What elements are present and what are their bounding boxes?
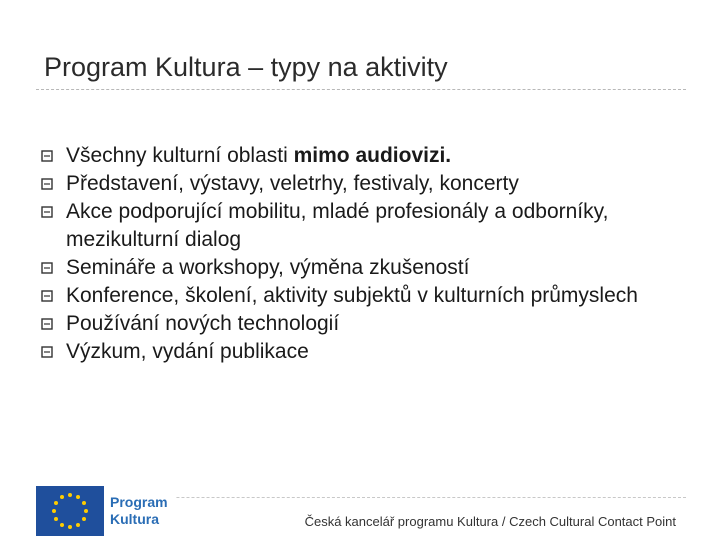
title-divider xyxy=(36,89,686,90)
slide-title: Program Kultura – typy na aktivity xyxy=(44,52,448,82)
list-item xyxy=(40,142,700,170)
bullet-text: Všechny kulturní oblasti xyxy=(66,144,294,167)
bullet-text: Výzkum, vydání publikace xyxy=(66,340,309,363)
logo-line-program: Program xyxy=(110,494,168,510)
square-bullet-icon xyxy=(40,205,54,219)
square-bullet-icon xyxy=(40,177,54,191)
square-bullet-icon xyxy=(40,289,54,303)
list-item xyxy=(40,254,700,282)
list-item xyxy=(40,338,700,366)
list-item xyxy=(40,170,700,198)
logo-text xyxy=(110,494,168,528)
bullet-text: Používání nových technologií xyxy=(66,312,340,335)
list-item xyxy=(40,310,700,338)
logo-line-kultura: Kultura xyxy=(110,511,159,527)
bullet-text: Představení, výstavy, veletrhy, festivaly, koncerty xyxy=(66,172,519,195)
bullet-text: Semináře a workshopy, výměna zkušeností xyxy=(66,256,470,279)
footer-credit: Česká kancelář programu Kultura / Czech Cultural Contact Point xyxy=(304,514,676,529)
program-kultura-logo xyxy=(36,485,176,537)
eu-flag-icon xyxy=(36,486,104,536)
square-bullet-icon xyxy=(40,261,54,275)
eu-stars-icon xyxy=(36,486,104,536)
bullet-bold-text: mimo audiovizi. xyxy=(293,144,452,167)
square-bullet-icon xyxy=(40,317,54,331)
square-bullet-icon xyxy=(40,149,54,163)
list-item xyxy=(40,282,700,310)
bullet-list xyxy=(40,142,700,366)
list-item xyxy=(40,198,700,254)
square-bullet-icon xyxy=(40,345,54,359)
bullet-text: Akce podporující mobilitu, mladé profesionály a odborníky, mezikulturní dialog xyxy=(66,200,609,251)
bullet-text: Konference, školení, aktivity subjektů v kulturních průmyslech xyxy=(66,284,638,307)
